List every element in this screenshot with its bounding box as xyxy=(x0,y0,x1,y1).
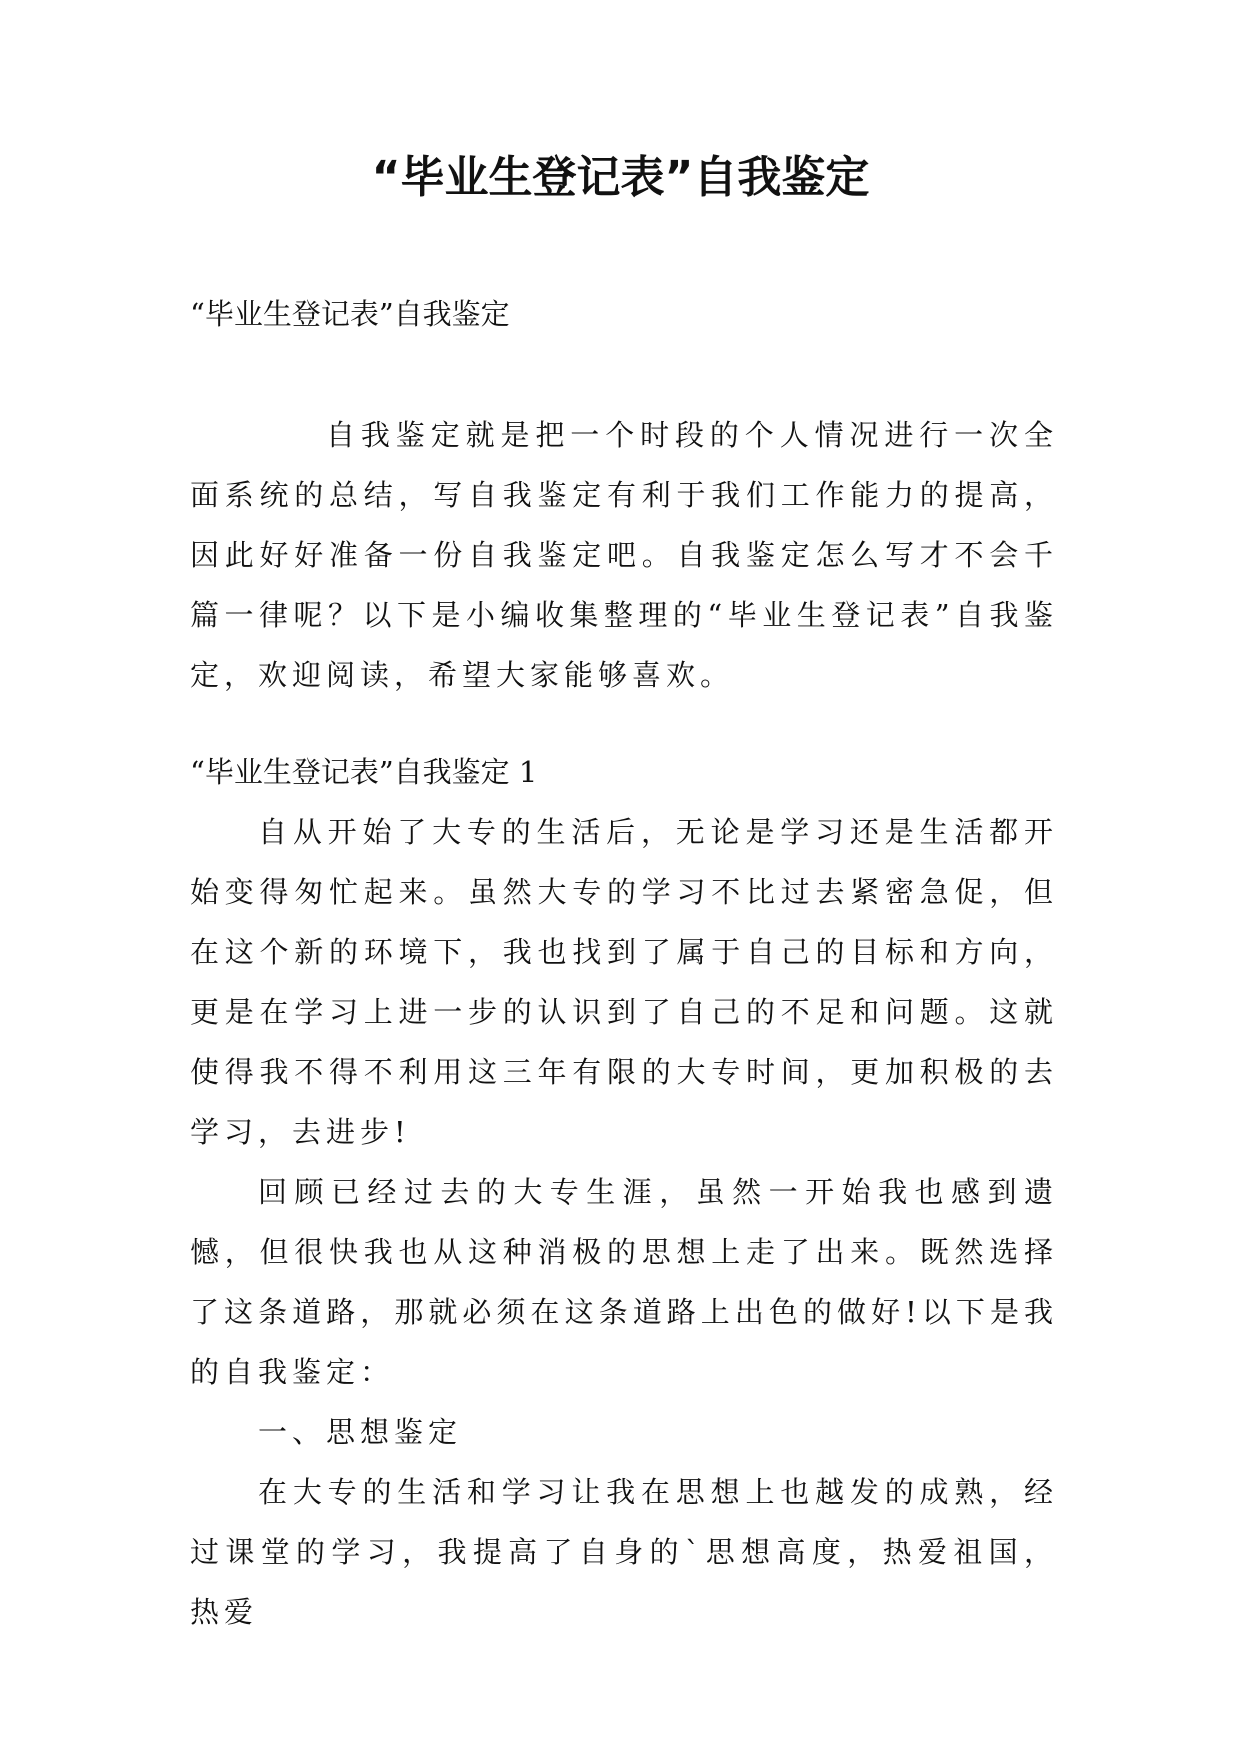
intro-paragraph: 自我鉴定就是把一个时段的个人情况进行一次全面系统的总结，写自我鉴定有利于我们工作能力的提高，因此好好准备一份自我鉴定吧。自我鉴定怎么写才不会千篇一律呢？以下是小编收集整理的“毕业生登记表”自我鉴定，欢迎阅读，希望大家能够喜欢。 xyxy=(190,418,1058,692)
section-heading: “毕业生登记表”自我鉴定 1 xyxy=(190,755,538,789)
body-paragraph-2: 回顾已经过去的大专生涯，虽然一开始我也感到遗憾，但很快我也从这种消极的思想上走了出来。既然选择了这条道路，那就必须在这条道路上出色的做好!以下是我的自我鉴定： xyxy=(190,1175,1058,1389)
body-paragraph-3: 在大专的生活和学习让我在思想上也越发的成熟，经过课堂的学习，我提高了自身的`思想高度，热爱祖国，热爱 xyxy=(190,1475,1058,1629)
document-subtitle: “毕业生登记表”自我鉴定 xyxy=(190,297,510,331)
subheading-thought: 一、思想鉴定 xyxy=(258,1415,463,1449)
document-title: “毕业生登记表”自我鉴定 xyxy=(371,152,870,203)
body-paragraph-1: 自从开始了大专的生活后，无论是学习还是生活都开始变得匆忙起来。虽然大专的学习不比过去紧密急促，但在这个新的环境下，我也找到了属于自己的目标和方向，更是在学习上进一步的认识到了自己的不足和问题。这就使得我不得不利用这三年有限的大专时间，更加积极的去学习，去进步! xyxy=(190,815,1058,1149)
